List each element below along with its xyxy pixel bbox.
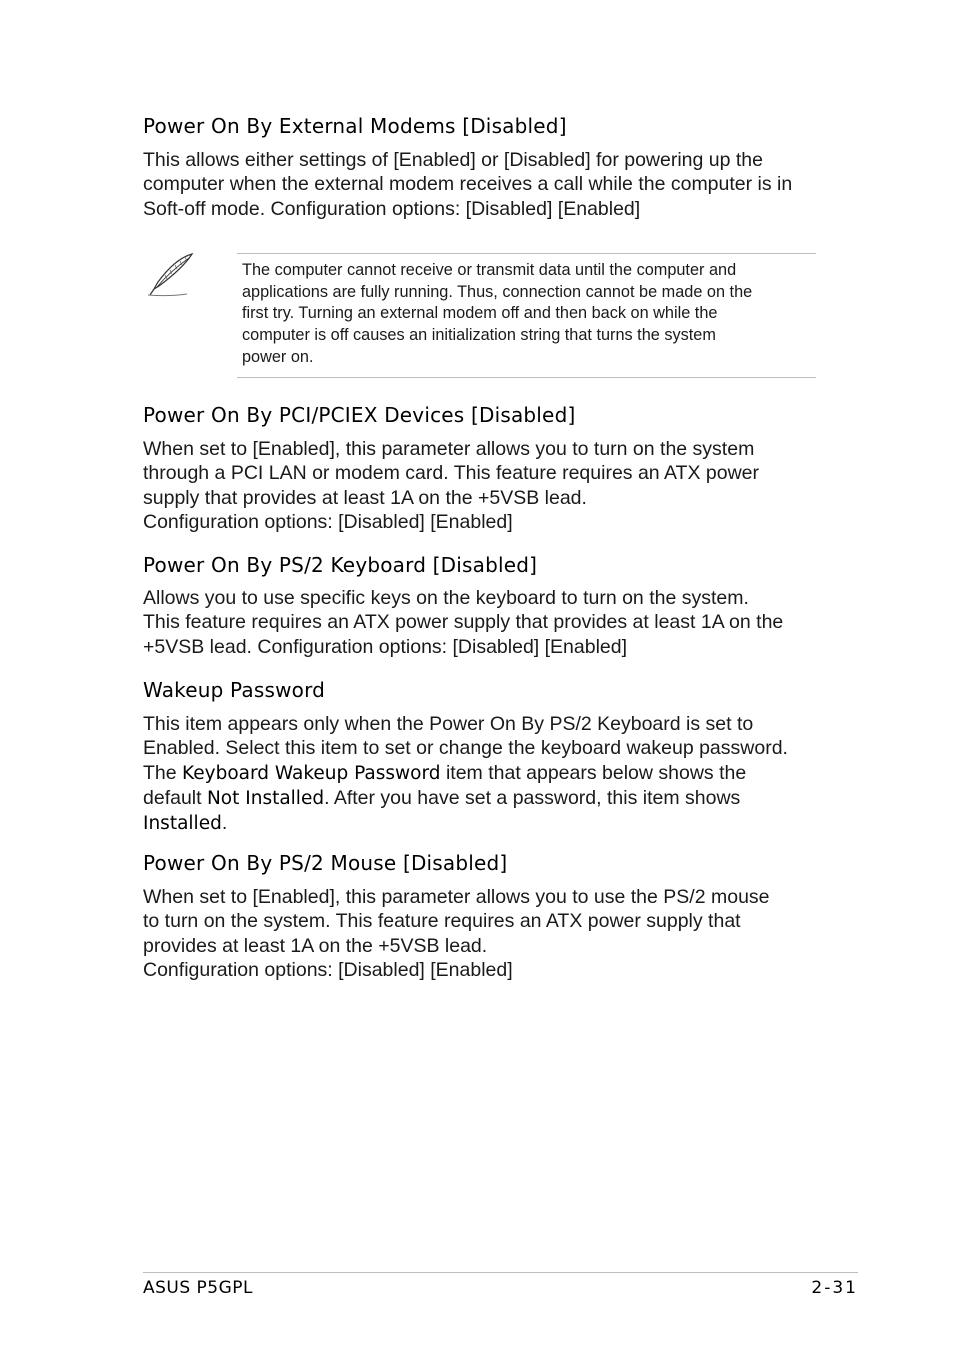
section-body-pci-pciex [143,437,823,534]
note-line: computer is off causes an initialization string that turns the system [242,326,716,345]
text-line [143,811,823,836]
text-line: Allows you to use specific keys on the keyboard to turn on the system. [143,587,749,609]
section-heading-pci-pciex: Power On By PCI/PCIEX Devices [Disabled] [143,403,576,427]
text-line: Configuration options: [Disabled] [Enabled] [143,510,513,533]
text-line: computer when the external modem receives a call while the computer is in [143,173,793,196]
text-line: This feature requires an ATX power supply that provides at least 1A on the [143,611,784,634]
section-body-ps2-mouse [143,885,823,982]
note-line: applications are fully running. Thus, connection cannot be made on the [242,282,753,301]
footer-product-name: ASUS P5GPL [143,1278,254,1298]
text-line: to turn on the system. This feature requires an ATX power supply that [143,910,741,933]
section-heading-external-modems: Power On By External Modems [Disabled] [143,114,567,138]
text-line: +5VSB lead. Configuration options: [Disabled] [Enabled] [143,635,628,658]
note-line: The computer cannot receive or transmit data until the computer and [242,261,737,279]
keyword-installed: Installed [143,813,222,835]
text-fragment: The [143,761,183,784]
text-line: This item appears only when the Power On By PS/2 Keyboard is set to [143,713,754,735]
text-line: Enabled. Select this item to set or change the keyboard wakeup password. [143,737,788,760]
footer-divider [143,1272,858,1273]
text-line: provides at least 1A on the +5VSB lead. [143,934,488,957]
section-body-external-modems [143,148,823,221]
section-heading-ps2-keyboard: Power On By PS/2 Keyboard [Disabled] [143,553,538,577]
note-line: first try. Turning an external modem off and then back on while the [242,304,718,323]
note-text [242,260,814,369]
note-line: power on. [242,347,314,366]
keyword-keyboard-wakeup-password: Keyboard Wakeup Password [182,762,441,784]
text-line: supply that provides at least 1A on the +5VSB lead. [143,486,587,509]
section-body-wakeup-password [143,712,823,836]
pen-feather-icon [145,251,197,297]
keyword-not-installed: Not Installed [206,787,325,809]
text-line: Configuration options: [Disabled] [Enabled] [143,958,513,981]
text-line: Soft-off mode. Configuration options: [Disabled] [Enabled] [143,197,641,220]
text-line [143,761,823,786]
section-body-ps2-keyboard [143,586,823,659]
text-fragment: default [143,786,207,809]
text-line: When set to [Enabled], this parameter allows you to turn on the system [143,438,755,460]
text-fragment: item that appears below shows the [440,761,747,784]
text-line [143,786,823,811]
section-heading-ps2-mouse: Power On By PS/2 Mouse [Disabled] [143,851,508,875]
text-line: When set to [Enabled], this parameter allows you to use the PS/2 mouse [143,886,770,908]
text-line: This allows either settings of [Enabled] or [Disabled] for powering up the [143,149,764,171]
footer-page-number: 2-31 [811,1278,858,1298]
text-line: through a PCI LAN or modem card. This feature requires an ATX power [143,462,759,485]
text-fragment: . After you have set a password, this item shows [324,786,741,809]
section-heading-wakeup-password: Wakeup Password [143,678,326,702]
text-fragment: . [221,812,228,835]
